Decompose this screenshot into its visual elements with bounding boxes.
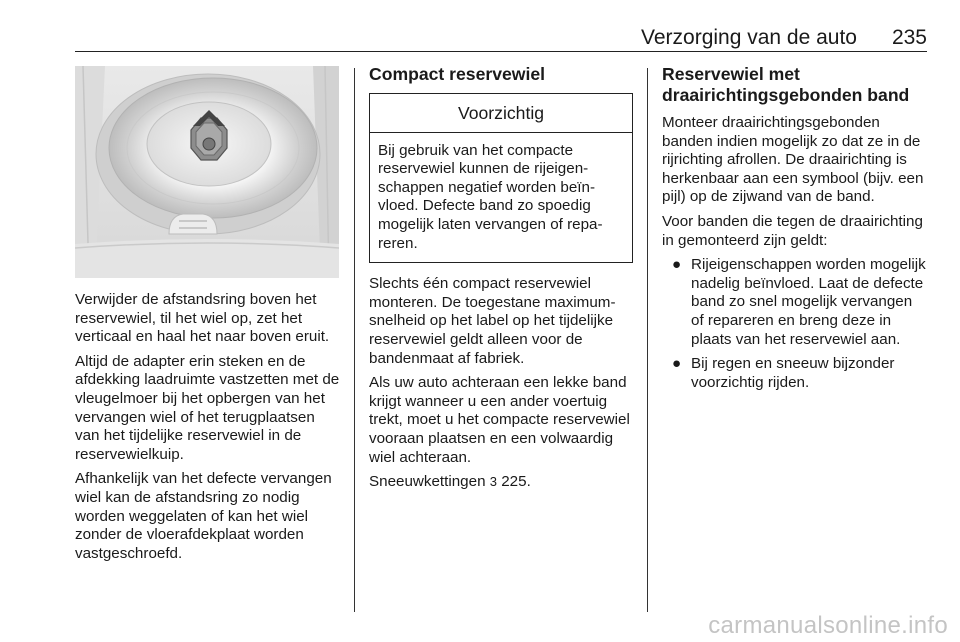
paragraph: Slechts één compact reservewiel monteren. De toegestane maximumsnelheid op het label op het tijdelijke reservewiel geldt alleen voor de bandenmaat af fabriek. bbox=[369, 275, 616, 367]
crossref-label: Sneeuwkettingen bbox=[369, 473, 486, 491]
watermark: carmanualsonline.info bbox=[708, 612, 948, 639]
list-item bbox=[662, 256, 928, 349]
bullet-icon: ● bbox=[672, 355, 682, 373]
caution-text: Bij gebruik van het compacte reservewiel kunnen de rijeigenschappen negatief worden beïnvloed. Defecte band zo spoedig mogelijk laten vervangen of repareren. bbox=[378, 141, 603, 252]
paragraph: Monteer draairichtingsgebonden banden indien mogelijk zo dat ze in de rijrichting afrollen. De draairichting is herkenbaar aan een symbool (bijv. een pijl) op de zijwand van de band. bbox=[662, 114, 924, 206]
list-item bbox=[662, 355, 928, 392]
list-item-text: Bij regen en sneeuw bijzonder voorzichtig rijden. bbox=[691, 355, 895, 391]
column-2 bbox=[369, 64, 633, 498]
column-divider bbox=[647, 68, 648, 612]
bullet-icon: ● bbox=[672, 256, 682, 274]
cross-reference[interactable] bbox=[369, 473, 633, 492]
crossref-page: 225. bbox=[501, 473, 531, 491]
section-heading: Compact reservewiel bbox=[369, 64, 546, 84]
paragraph: Altijd de adapter erin steken en de afdekking laadruimte vastzetten met de vleugelmoer bij het opbergen van het vervangen wiel of het terugplaatsen van het tijdelijke reservewiel in de reservewielkuip. bbox=[75, 352, 340, 463]
page-reference-icon: 3 bbox=[489, 474, 497, 490]
paragraph: Verwijder de afstandsring boven het reservewiel, til het wiel op, zet het verticaal en haal het naar boven eruit. bbox=[75, 291, 330, 346]
column-divider bbox=[354, 68, 355, 612]
bullet-list bbox=[662, 256, 928, 392]
spare-wheel-illustration bbox=[75, 66, 339, 278]
caution-title: Voorzichtig bbox=[370, 94, 632, 133]
section-title: Verzorging van de auto bbox=[641, 26, 857, 49]
column-1 bbox=[75, 291, 340, 569]
page-number: 235 bbox=[891, 26, 927, 49]
list-item-text: Rijeigenschappen worden mogelijk nadelig beïnvloed. Laat de defecte band zo snel mogelijk vervangen of repareren en breng deze in plaats van het reservewiel aan. bbox=[691, 256, 926, 348]
paragraph: Voor banden die tegen de draairichting in gemonteerd zijn geldt: bbox=[662, 212, 923, 249]
paragraph: Afhankelijk van het defecte vervangen wiel kan de afstandsring zo nodig worden weggelaten of kan het wiel zonder de vloerafdekplaat worden vastgeschroefd. bbox=[75, 470, 332, 562]
caution-box bbox=[369, 93, 633, 263]
section-heading: Reservewiel met draairichtingsgebonden band bbox=[662, 64, 910, 105]
page-header bbox=[75, 22, 927, 52]
column-3 bbox=[662, 64, 928, 398]
paragraph: Als uw auto achteraan een lekke band krijgt wanneer u een ander voertuig trekt, moet u het compacte reservewiel vooraan plaatsen en een volwaardig wiel achteraan. bbox=[369, 374, 630, 466]
